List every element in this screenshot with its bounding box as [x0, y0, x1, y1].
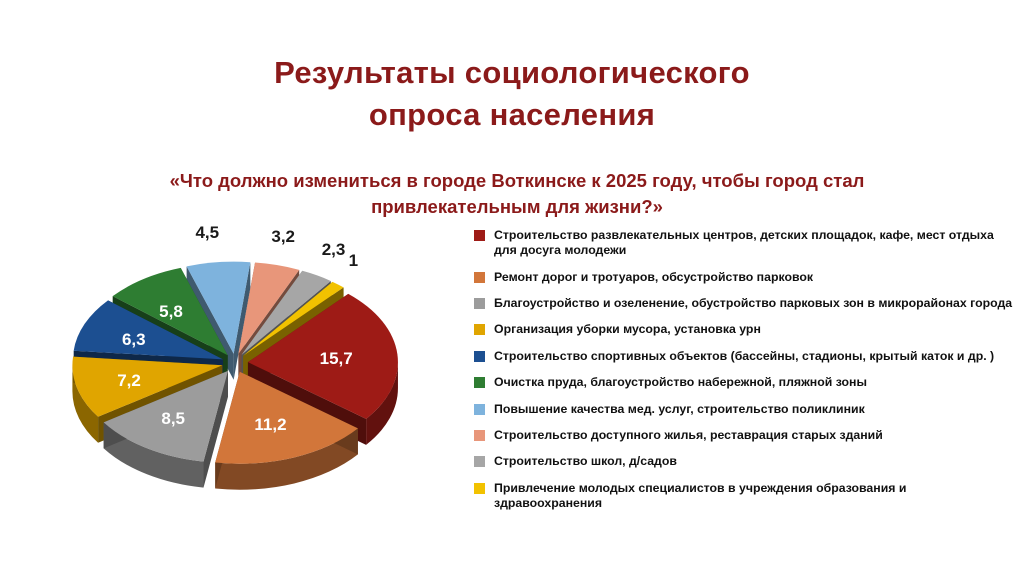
legend-item-label: Ремонт дорог и тротуаров, обсустройство парковок [494, 269, 814, 284]
page-title [0, 52, 1024, 136]
legend-item-label: Строительство школ, д/садов [494, 454, 677, 469]
legend-color-swatch [474, 456, 485, 467]
legend-item[interactable] [474, 375, 1014, 390]
page-title-line-1: Результаты социологического [274, 55, 750, 90]
pie-slice-value-label: 7,2 [117, 370, 141, 390]
legend-color-swatch [474, 272, 485, 283]
legend-item[interactable] [474, 402, 1014, 417]
pie-slice-value-label: 2,3 [321, 239, 346, 259]
pie-slice-value-label: 1 [348, 251, 359, 271]
chart-legend [474, 228, 1014, 522]
legend-color-swatch [474, 324, 485, 335]
legend-item-label: Повышение качества мед. услуг, строительство поликлиник [494, 401, 865, 416]
legend-item-label: Строительство доступного жилья, реставрация старых зданий [494, 427, 883, 442]
pie-slice-value-label: 15,7 [319, 349, 353, 369]
legend-color-swatch [474, 430, 485, 441]
legend-item-label: Организация уборки мусора, установка урн [494, 322, 761, 337]
legend-color-swatch [474, 377, 485, 388]
legend-item[interactable] [474, 428, 1014, 443]
legend-item-label: Благоустройство и озеленение, обустройство парковых зон в микрорайонах города [494, 296, 1013, 311]
legend-item[interactable] [474, 322, 1014, 337]
legend-color-swatch [474, 298, 485, 309]
pie-slice-value-label: 3,2 [271, 226, 295, 246]
pie-slice-value-label: 11,2 [254, 415, 287, 435]
legend-item[interactable] [474, 270, 1014, 285]
legend-color-swatch [474, 351, 485, 362]
legend-item[interactable] [474, 481, 1014, 512]
pie-slice-value-label: 4,5 [195, 222, 220, 242]
page-title-line-2: опроса населения [368, 96, 656, 132]
legend-item-label: Очистка пруда, благоустройство набережной, пляжной зоны [494, 375, 867, 390]
legend-item[interactable] [474, 228, 1014, 259]
legend-item[interactable] [474, 454, 1014, 469]
legend-item[interactable] [474, 349, 1014, 364]
legend-item-label: Привлечение молодых специалистов в учреждения образования и здравоохранения [494, 480, 907, 510]
pie-slice-value-label: 8,5 [161, 409, 186, 429]
legend-item-label: Строительство развлекательных центров, детских площадок, кафе, мест отдыха для досуга молодежи [494, 228, 994, 258]
chart-subtitle: «Что должно измениться в городе Воткинске к 2025 году, чтобы город стал привлекательным для жизни?» [169, 170, 865, 217]
legend-item-label: Строительство спортивных объектов (бассейны, стадионы, крытый каток и др. ) [494, 348, 995, 363]
legend-item[interactable] [474, 296, 1014, 311]
pie-chart [30, 222, 460, 515]
legend-color-swatch [474, 483, 485, 494]
pie-slice-value-label: 5,8 [159, 301, 183, 321]
legend-color-swatch [474, 230, 485, 241]
legend-color-swatch [474, 404, 485, 415]
pie-slice-value-label: 6,3 [121, 330, 146, 350]
pie-chart-svg [30, 222, 460, 515]
